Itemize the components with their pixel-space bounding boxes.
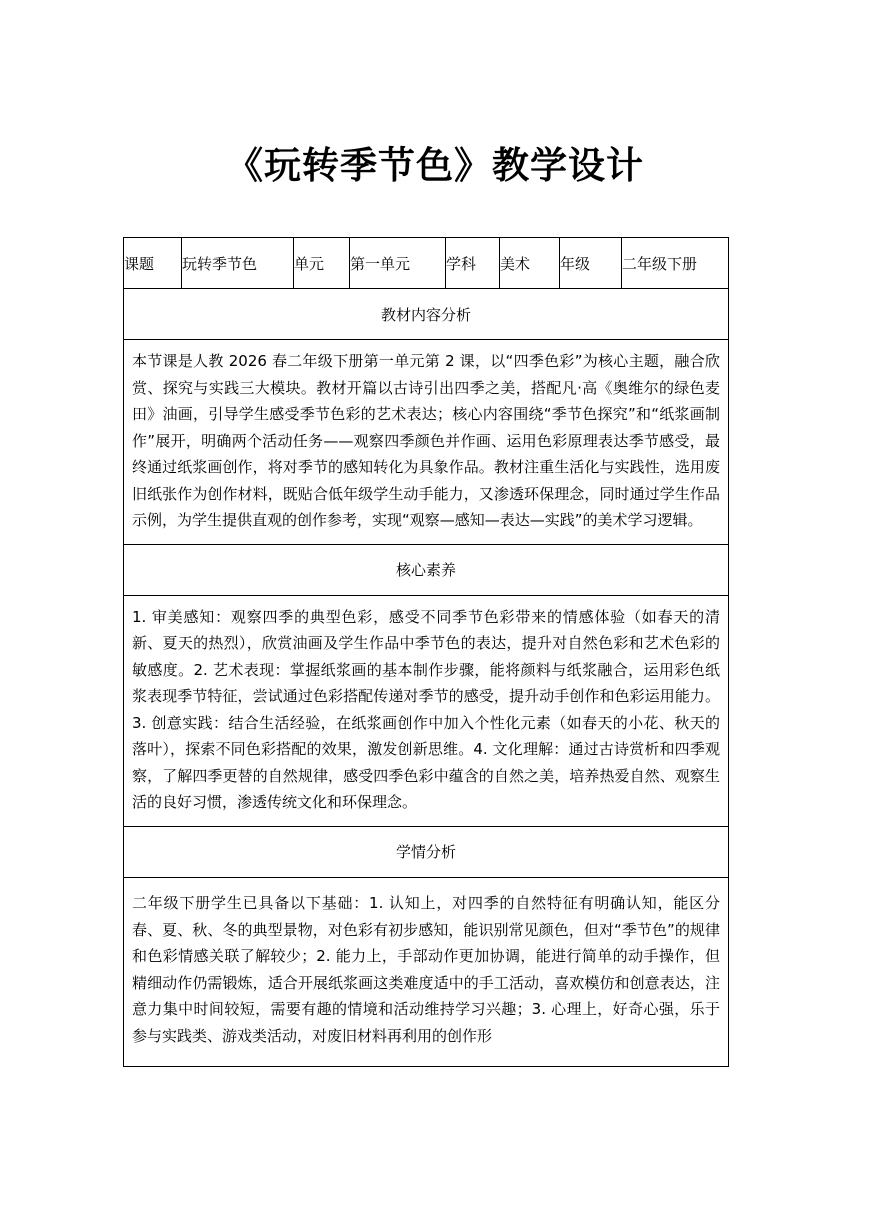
material-heading: 教材内容分析 — [124, 289, 729, 340]
topic-label: 课题 — [124, 238, 182, 289]
competency-body: 1. 审美感知：观察四季的典型色彩，感受不同季节色彩带来的情感体验（如春天的清新、夏天的热烈），欣赏油画及学生作品中季节色的表达，提升对自然色彩和艺术色彩的敏感度。2. 艺术表现：掌握纸浆画的基本制作步骤，能将颜料与纸浆融合，运用彩色纸浆表现季节特征，尝试通过色彩搭配传递对季节的感受，提升动手创作和色彩运用能力。3. 创意实践：结合生活经验，在纸浆画创作中加入个性化元素（如春天的小花、秋天的落叶），探索不同色彩搭配的效果，激发创新思维。4. 文化理解：通过古诗赏析和四季观察，了解四季更替的自然规律，感受四季色彩中蕴含的自然之美，培养热爱自然、观察生活的良好习惯，渗透传统文化和环保理念。 — [132, 607, 720, 811]
competency-body-row — [124, 595, 729, 826]
students-heading-row — [124, 826, 729, 877]
topic-value: 玩转季节色 — [182, 238, 294, 289]
unit-label: 单元 — [294, 238, 350, 289]
page-title: 《玩转季节色》教学设计 — [226, 144, 644, 187]
grade-value: 二年级下册 — [622, 238, 729, 289]
material-heading-row — [124, 289, 729, 340]
grade-label: 年级 — [560, 238, 622, 289]
material-body: 本节课是人教 2026 春二年级下册第一单元第 2 课，以“四季色彩”为核心主题，融合欣赏、探究与实践三大模块。教材开篇以古诗引出四季之美，搭配凡·高《奥维尔的绿色麦田》油画，引导学生感受季节色彩的艺术表达；核心内容围绕“季节色探究”和“纸浆画制作”展开，明确两个活动任务——观察四季颜色并作画、运用色彩原理表达季节感受，最终通过纸浆画创作，将对季节的感知转化为具象作品。教材注重生活化与实践性，选用废旧纸张作为创作材料，既贴合低年级学生动手能力，又渗透环保理念，同时通过学生作品示例，为学生提供直观的创作参考，实现“观察—感知—表达—实践”的美术学习逻辑。 — [132, 352, 720, 529]
unit-value: 第一单元 — [350, 238, 446, 289]
competency-heading: 核心素养 — [124, 544, 729, 595]
students-body-row — [124, 877, 729, 1066]
lesson-plan-table — [123, 237, 729, 1067]
meta-row — [124, 238, 729, 289]
students-body: 二年级下册学生已具备以下基础：1. 认知上，对四季的自然特征有明确认知，能区分春、夏、秋、冬的典型景物，对色彩有初步感知，能识别常见颜色，但对“季节色”的规律和色彩情感关联了解较少；2. 能力上，手部动作更加协调，能进行简单的动手操作，但精细动作仍需锻炼，适合开展纸浆画这类难度适中的手工活动，喜欢模仿和创意表达，注意力集中时间较短，需要有趣的情境和活动维持学习兴趣；3. 心理上，好奇心强，乐于参与实践类、游戏类活动，对废旧材料再利用的创作形 — [132, 894, 720, 1045]
competency-heading-row — [124, 544, 729, 595]
students-heading: 学情分析 — [124, 826, 729, 877]
subject-label: 学科 — [446, 238, 500, 289]
subject-value: 美术 — [500, 238, 560, 289]
material-body-row — [124, 340, 729, 545]
